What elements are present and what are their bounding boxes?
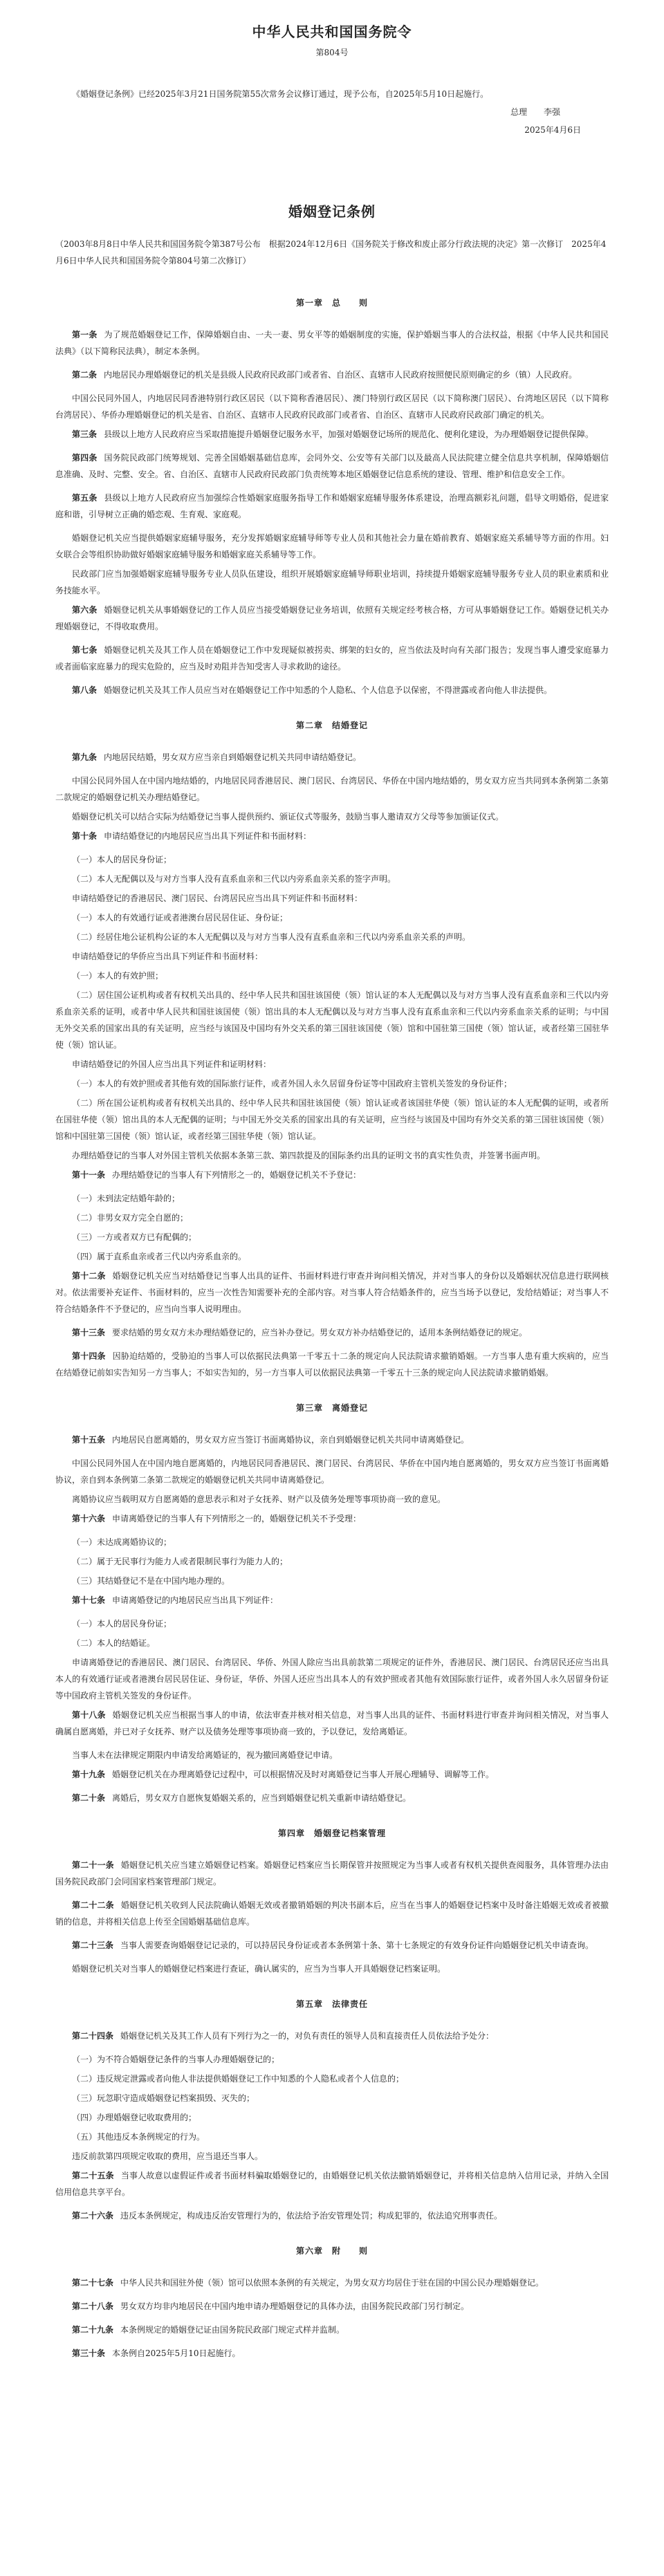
article	[55, 1510, 609, 1527]
article-number: 第二十四条	[72, 2031, 114, 2041]
article-text: （二）本人无配偶以及与对方当事人没有直系血亲和三代以内旁系血亲关系的签字声明。	[72, 874, 396, 884]
article	[55, 2274, 609, 2291]
chapters-container	[55, 297, 609, 2362]
article	[55, 1857, 609, 1890]
article-paragraph	[55, 2051, 609, 2068]
order-number: 第804号	[315, 48, 349, 57]
article-number: 第十二条	[72, 1271, 106, 1281]
article-text: 婚姻登记机关应当提供婚姻家庭辅导服务，充分发挥婚姻家庭辅导师等专业人员和其他社会力量在婚前教育、婚姻家庭关系辅导等方面的作用。妇女联合会等组织协助做好婚姻家庭辅导服务和婚姻家庭关系辅导等工作。	[55, 533, 609, 559]
article-text: 本条例自2025年5月10日起施行。	[112, 2348, 241, 2358]
article-text: 申请离婚登记的当事人有下列情形之一的，婚姻登记机关不予受理：	[112, 1514, 362, 1523]
article-text: （一）未到法定结婚年龄的；	[72, 1194, 181, 1203]
article-text: 当事人故意以虚假证件或者书面材料骗取婚姻登记的，由婚姻登记机关依法撤销婚姻登记，并将相关信息纳入信用记录，并纳入全国信用信息共享平台。	[55, 2171, 609, 2197]
article-text: 违反本条例规定，构成违反治安管理行为的，依法给予治安管理处罚；构成犯罪的，依法追究刑事责任。	[120, 2211, 503, 2221]
article-text: 办理结婚登记的当事人有下列情形之一的，婚姻登记机关不予登记：	[112, 1170, 362, 1180]
article-paragraph	[55, 772, 609, 806]
article-text: （三）玩忽职守造成婚姻登记档案损毁、灭失的；	[72, 2093, 255, 2103]
article-number: 第八条	[72, 685, 98, 695]
article-text: 内地居民结婚，男女双方应当亲自到婚姻登记机关共同申请结婚登记。	[104, 752, 362, 762]
article-text: 申请结婚登记的香港居民、澳门居民、台湾居民应当出具下列证件和书面材料：	[72, 893, 363, 903]
article	[55, 1790, 609, 1806]
article	[55, 828, 609, 844]
article-paragraph	[55, 2148, 609, 2165]
article-text: 离婚协议应当载明双方自愿离婚的意思表示和对子女抚养、财产以及债务处理等事项协商一致的意见。	[72, 1494, 446, 1504]
article-number: 第一条	[72, 330, 98, 340]
article-number: 第七条	[72, 645, 98, 655]
article-text: （四）属于直系血亲或者三代以内旁系血亲的。	[72, 1252, 247, 1261]
article-paragraph	[55, 1534, 609, 1550]
article-number: 第二十三条	[72, 1940, 114, 1950]
article-number: 第二十二条	[72, 1900, 114, 1910]
article	[55, 2028, 609, 2044]
article-text: 县级以上地方人民政府应当采取措施提升婚姻登记服务水平，加强对婚姻登记场所的规范化、便利化建设，为办理婚姻登记提供保障。	[104, 429, 594, 439]
article-paragraph	[55, 890, 609, 907]
article-text: 违反前款第四项规定收取的费用，应当退还当事人。	[72, 2151, 264, 2161]
article-paragraph	[55, 808, 609, 825]
article-number: 第二十一条	[72, 1860, 114, 1870]
article-paragraph	[55, 1095, 609, 1145]
article-paragraph	[55, 1635, 609, 1651]
promulgation-notice: 《婚姻登记条例》已经2025年3月21日国务院第55次常务会议修订通过，现予公布，自2025年5月10日起施行。	[72, 89, 489, 99]
article-text: 申请离婚登记的内地居民应当出具下列证件：	[112, 1595, 279, 1605]
article-number: 第十条	[72, 831, 98, 841]
article	[55, 2298, 609, 2315]
article-text: 国务院民政部门统筹规划、完善全国婚姻基础信息库，会同外交、公安等有关部门以及最高人民法院建立健全信息共享机制，保障婚姻信息准确、及时、完整、安全。省、自治区、直辖市人民政府民政部门负责统筹本地区婚姻登记信息系统的建设、管理、维护和信息安全工作。	[55, 453, 609, 479]
article-text: 婚姻登记机关对当事人的婚姻登记档案进行查证，确认属实的，应当为当事人开具婚姻登记档案证明。	[72, 1964, 446, 1974]
article-text: 申请结婚登记的华侨应当出具下列证件和书面材料：	[72, 952, 264, 961]
article-text: 中国公民同外国人在中国内地结婚的，内地居民同香港居民、澳门居民、台湾居民、华侨在中国内地结婚的，男女双方应当共同到本条例第二条第二款规定的婚姻登记机关办理结婚登记。	[55, 776, 609, 802]
article-paragraph	[55, 987, 609, 1053]
article-paragraph	[55, 566, 609, 599]
article-paragraph	[55, 1056, 609, 1073]
article-text: 中国公民同外国人在中国内地自愿离婚的，内地居民同香港居民、澳门居民、台湾居民、华侨在中国内地自愿离婚的，男女双方应当签订书面离婚协议，亲自到本条例第二条第二款规定的婚姻登记机关共同申请离婚登记。	[55, 1458, 609, 1485]
article-text: 本条例规定的婚姻登记证由国务院民政部门规定式样并监制。	[120, 2325, 345, 2335]
article-paragraph	[55, 2070, 609, 2087]
article	[55, 326, 609, 360]
article-text: （三）其结婚登记不是在中国内地办理的。	[72, 1576, 230, 1586]
article-paragraph	[55, 390, 609, 423]
article-number: 第九条	[72, 752, 98, 762]
article-text: （四）办理婚姻登记收取费用的；	[72, 2113, 197, 2122]
article-text: 要求结婚的男女双方未办理结婚登记的，应当补办登记。男女双方补办结婚登记的，适用本条例结婚登记的规定。	[112, 1328, 528, 1337]
article-text: （二）违反规定泄露或者向他人非法提供婚姻登记工作中知悉的个人隐私或者个人信息的；	[72, 2074, 405, 2084]
article	[55, 2322, 609, 2338]
chapter-heading: 第一章 总 则	[295, 298, 368, 308]
article	[55, 1897, 609, 1930]
article-paragraph	[55, 929, 609, 945]
article-text: 婚姻登记机关及其工作人员在婚姻登记工作中发现疑似被拐卖、绑架的妇女的，应当依法及时向有关部门报告；发现当事人遭受家庭暴力或者面临家庭暴力的现实危险的，应当及时劝阻并告知受害人寻求救助的途径。	[55, 645, 609, 671]
order-title: 中华人民共和国国务院令	[252, 24, 412, 40]
article-number: 第十九条	[72, 1770, 106, 1779]
article	[55, 1167, 609, 1183]
chapter-heading: 第五章 法律责任	[295, 1999, 368, 2009]
article	[55, 682, 609, 698]
article-number: 第二条	[72, 370, 98, 380]
article-paragraph	[55, 1615, 609, 1632]
article-text: 民政部门应当加强婚姻家庭辅导服务专业人员队伍建设，组织开展婚姻家庭辅导师职业培训，持续提升婚姻家庭辅导服务专业人员的职业素质和业务技能水平。	[55, 569, 609, 595]
article-paragraph	[55, 1229, 609, 1245]
article-paragraph	[55, 1747, 609, 1763]
signer-name: 李强	[543, 107, 560, 117]
promulgation-date: 2025年4月6日	[524, 125, 581, 135]
article-text: 申请结婚登记的外国人应当出具下列证件和证明材料：	[72, 1059, 272, 1069]
chapter-heading: 第四章 婚姻登记档案管理	[277, 1828, 386, 1838]
article	[55, 749, 609, 766]
article-text: 中国公民同外国人，内地居民同香港特别行政区居民（以下简称香港居民）、澳门特别行政区居民（以下简称澳门居民）、台湾地区居民（以下简称台湾居民）、华侨办理婚姻登记的机关是省、自治区、直辖市人民政府民政部门或者省、自治区、直辖市人民政府民政部门确定的机关。	[55, 393, 609, 420]
article	[55, 2345, 609, 2362]
article-number: 第六条	[72, 605, 98, 615]
article-number: 第二十七条	[72, 2278, 114, 2288]
article-number: 第二十条	[72, 1793, 106, 1803]
article-paragraph	[55, 1075, 609, 1092]
article-number: 第三十条	[72, 2348, 106, 2358]
article-text: 县级以上地方人民政府应当加强综合性婚姻家庭服务指导工作和婚姻家庭辅导服务体系建设，治理高额彩礼问题，倡导文明婚俗，促进家庭和谐，引导树立正确的婚恋观、生育观、家庭观。	[55, 493, 609, 519]
article-text: 当事人需要查询婚姻登记记录的，可以持居民身份证或者本条例第十条、第十七条规定的有效身份证件向婚姻登记机关申请查询。	[120, 1940, 594, 1950]
article-paragraph	[55, 1210, 609, 1226]
article-text: 中华人民共和国驻外使（领）馆可以依照本条例的有关规定，为男女双方均居住于驻在国的中国公民办理婚姻登记。	[120, 2278, 544, 2288]
article-number: 第十七条	[72, 1595, 106, 1605]
article-number: 第十五条	[72, 1435, 106, 1445]
article-number: 第十八条	[72, 1710, 106, 1720]
article-number: 第二十九条	[72, 2325, 114, 2335]
article	[55, 1766, 609, 1783]
article-paragraph	[55, 1654, 609, 1704]
article-text: 婚姻登记机关应当根据当事人的申请，依法审查并核对相关信息，对当事人出具的证件、书面材料进行审查并询问相关情况，对当事人确属自愿离婚，并已对子女抚养、财产以及债务处理等事项协商一致的，予以登记，发给离婚证。	[55, 1710, 609, 1736]
article	[55, 1592, 609, 1609]
signer-role: 总理	[510, 107, 527, 117]
article-text: （一）本人的有效通行证或者港澳台居民居住证、身份证；	[72, 913, 288, 923]
article	[55, 602, 609, 635]
article-text: 因胁迫结婚的，受胁迫的当事人可以依据民法典第一千零五十二条的规定向人民法院请求撤销婚姻。一方当事人患有重大疾病的，应当在结婚登记前如实告知另一方当事人；不如实告知的，另一方当事人可以依据民法典第一千零五十三条的规定向人民法院请求撤销婚姻。	[55, 1351, 609, 1378]
signature-line	[55, 102, 609, 122]
article	[55, 1707, 609, 1740]
article-paragraph	[55, 2109, 609, 2126]
article-paragraph	[55, 530, 609, 563]
article-text: 婚姻登记机关及其工作人员有下列行为之一的，对负有责任的领导人员和直接责任人员依法给予处分：	[120, 2031, 495, 2041]
article-text: （一）为不符合婚姻登记条件的当事人办理婚姻登记的；	[72, 2055, 280, 2064]
article-number: 第五条	[72, 493, 98, 503]
article-number: 第四条	[72, 453, 98, 463]
article-text: （二）本人的结婚证。	[72, 1638, 156, 1648]
article-number: 第二十五条	[72, 2171, 114, 2180]
article-text: （二）非男女双方完全自愿的；	[72, 1213, 189, 1223]
article-paragraph	[55, 1248, 609, 1265]
article	[55, 2207, 609, 2224]
article-text: 婚姻登记机关应当建立婚姻登记档案。婚姻登记档案应当长期保管并按照规定为当事人或者有权机关提供查阅服务，具体管理办法由国务院民政部门会同国家档案管理部门规定。	[55, 1860, 609, 1887]
article-text: 婚姻登记机关及其工作人员应当对在婚姻登记工作中知悉的个人隐私、个人信息予以保密，不得泄露或者向他人非法提供。	[104, 685, 553, 695]
article-number: 第二十六条	[72, 2211, 114, 2221]
article-text: 婚姻登记机关应当对结婚登记当事人出具的证件、书面材料进行审查并询问相关情况，并对当事人的身份以及婚姻状况信息进行联网核对。依法需要补充证件、书面材料的，应当一次性告知需要补充的全部内容。对当事人符合结婚条件的，应当当场予以登记，发给结婚证；对当事人不符合结婚条件不予登记的，应当向当事人说明理由。	[55, 1271, 609, 1314]
article-text: （二）属于无民事行为能力人或者限制民事行为能力人的；	[72, 1557, 288, 1566]
article-paragraph	[55, 871, 609, 887]
article-text: 当事人未在法律规定期限内申请发给离婚证的，视为撤回离婚登记申请。	[72, 1750, 338, 1760]
revision-history: （2003年8月8日中华人民共和国国务院令第387号公布 根据2024年12月6日《国务院关于修改和废止部分行政法规的决定》第一次修订 2025年4月6日中华人民共和国国务院令第804号第二次修订）	[55, 239, 607, 266]
article-text: （一）本人的居民身份证；	[72, 1619, 172, 1629]
article-text: 内地居民自愿离婚的，男女双方应当签订书面离婚协议，亲自到婚姻登记机关共同申请离婚登记。	[112, 1435, 470, 1445]
article	[55, 450, 609, 483]
article-text: 男女双方均非内地居民在中国内地申请办理婚姻登记的具体办法，由国务院民政部门另行制定。	[120, 2301, 470, 2311]
article-text: （一）本人的有效护照或者其他有效的国际旅行证件，或者外国人永久居留身份证等中国政府主管机关签发的身份证件；	[72, 1079, 513, 1088]
article-paragraph	[55, 909, 609, 926]
article	[55, 426, 609, 443]
article-paragraph	[55, 1573, 609, 1589]
article-text: （一）本人的有效护照；	[72, 971, 164, 981]
article-text: （五）其他违反本条例规定的行为。	[72, 2132, 205, 2142]
article-text: 申请离婚登记的香港居民、澳门居民、台湾居民、华侨、外国人除应当出具前款第二项规定的证件外，香港居民、澳门居民、台湾居民还应当出具本人的有效通行证或者港澳台居民居住证、身份证，华侨、外国人还应当出具本人的有效护照或者其他有效国际旅行证件，或者外国人永久居留身份证等中国政府主管机关签发的身份证件。	[55, 1658, 609, 1701]
article-text: （一）未达成离婚协议的；	[72, 1537, 172, 1547]
article	[55, 1937, 609, 1954]
article	[55, 642, 609, 675]
article-paragraph	[55, 1553, 609, 1570]
article	[55, 2167, 609, 2200]
article-text: 内地居民办理婚姻登记的机关是县级人民政府民政部门或者省、自治区、直辖市人民政府按照便民原则确定的乡（镇）人民政府。	[104, 370, 578, 380]
article-paragraph	[55, 2129, 609, 2145]
article-paragraph	[55, 1455, 609, 1488]
article-paragraph	[55, 948, 609, 965]
article-number: 第十一条	[72, 1170, 106, 1180]
article-text: （二）居住国公证机构或者有权机关出具的、经中华人民共和国驻该国使（领）馆认证的本人无配偶以及与对方当事人没有直系血亲和三代以内旁系血亲关系的证明，或者中华人民共和国驻该国使（领）馆出具的本人无配偶以及与对方当事人没有直系血亲和三代以内旁系血亲关系的证明；与中国无外交关系的国家出具的有关证明，应当经与该国及中国均有外交关系的第三国驻该国使（领）馆和中国驻第三国使（领）馆认证，或者经第三国驻华使（领）馆认证。	[55, 990, 609, 1050]
article-text: （二）经居住地公证机构公证的本人无配偶以及与对方当事人没有直系血亲和三代以内旁系血亲关系的声明。	[72, 932, 471, 942]
article-number: 第二十八条	[72, 2301, 114, 2311]
article-number: 第三条	[72, 429, 98, 439]
article-text: 婚姻登记机关在办理离婚登记过程中，可以根据情况及时对离婚登记当事人开展心理辅导、调解等工作。	[112, 1770, 495, 1779]
regulation-title: 婚姻登记条例	[288, 203, 376, 220]
article	[55, 1268, 609, 1317]
article-number: 第十三条	[72, 1328, 106, 1337]
article	[55, 1348, 609, 1381]
article-text: 离婚后，男女双方自愿恢复婚姻关系的，应当到婚姻登记机关重新申请结婚登记。	[112, 1793, 412, 1803]
article	[55, 367, 609, 383]
article-paragraph	[55, 1961, 609, 1977]
chapter-heading: 第二章 结婚登记	[295, 721, 368, 730]
article-number: 第十六条	[72, 1514, 106, 1523]
article-paragraph	[55, 851, 609, 868]
chapter-heading: 第三章 离婚登记	[295, 1403, 368, 1413]
article-paragraph	[55, 967, 609, 984]
article	[55, 1324, 609, 1341]
article-text: 申请结婚登记的内地居民应当出具下列证件和书面材料：	[104, 831, 312, 841]
article-text: （二）所在国公证机构或者有权机关出具的、经中华人民共和国驻该国使（领）馆认证或者该国驻华使（领）馆认证的本人无配偶的证明，或者所在国驻华使（领）馆出具的本人无配偶的证明；与中国无外交关系的国家出具的有关证明，应当经与该国及中国均有外交关系的第三国驻该国使（领）馆和中国驻第三国使（领）馆认证，或者经第三国驻华使（领）馆认证。	[55, 1098, 609, 1141]
article-paragraph	[55, 1491, 609, 1508]
article	[55, 1431, 609, 1448]
article-paragraph	[55, 2090, 609, 2106]
article-paragraph	[55, 1190, 609, 1207]
article-text: 婚姻登记机关从事婚姻登记的工作人员应当接受婚姻登记业务培训，依照有关规定经考核合格，方可从事婚姻登记工作。婚姻登记机关办理婚姻登记，不得收取费用。	[55, 605, 609, 631]
article-text: 办理结婚登记的当事人对外国主管机关依据本条第三款、第四款提及的国际条约出具的证明文书的真实性负责，并签署书面声明。	[72, 1151, 546, 1160]
chapter-heading: 第六章 附 则	[295, 2246, 368, 2256]
article-number: 第十四条	[72, 1351, 106, 1361]
article-text: 为了规范婚姻登记工作，保障婚姻自由、一夫一妻、男女平等的婚姻制度的实施，保护婚姻当事人的合法权益，根据《中华人民共和国民法典》（以下简称民法典），制定本条例。	[55, 330, 609, 356]
article-paragraph	[55, 1147, 609, 1164]
article-text: 婚姻登记机关可以结合实际为结婚登记当事人提供预约、颁证仪式等服务，鼓励当事人邀请双方父母等参加颁证仪式。	[72, 812, 504, 822]
article	[55, 490, 609, 523]
article-text: （三）一方或者双方已有配偶的；	[72, 1232, 197, 1242]
article-text: （一）本人的居民身份证；	[72, 855, 172, 864]
article-text: 婚姻登记机关收到人民法院确认婚姻无效或者撤销婚姻的判决书副本后，应当在当事人的婚姻登记档案中及时备注婚姻无效或者被撤销的信息，并将相关信息上传至全国婚姻基础信息库。	[55, 1900, 609, 1927]
